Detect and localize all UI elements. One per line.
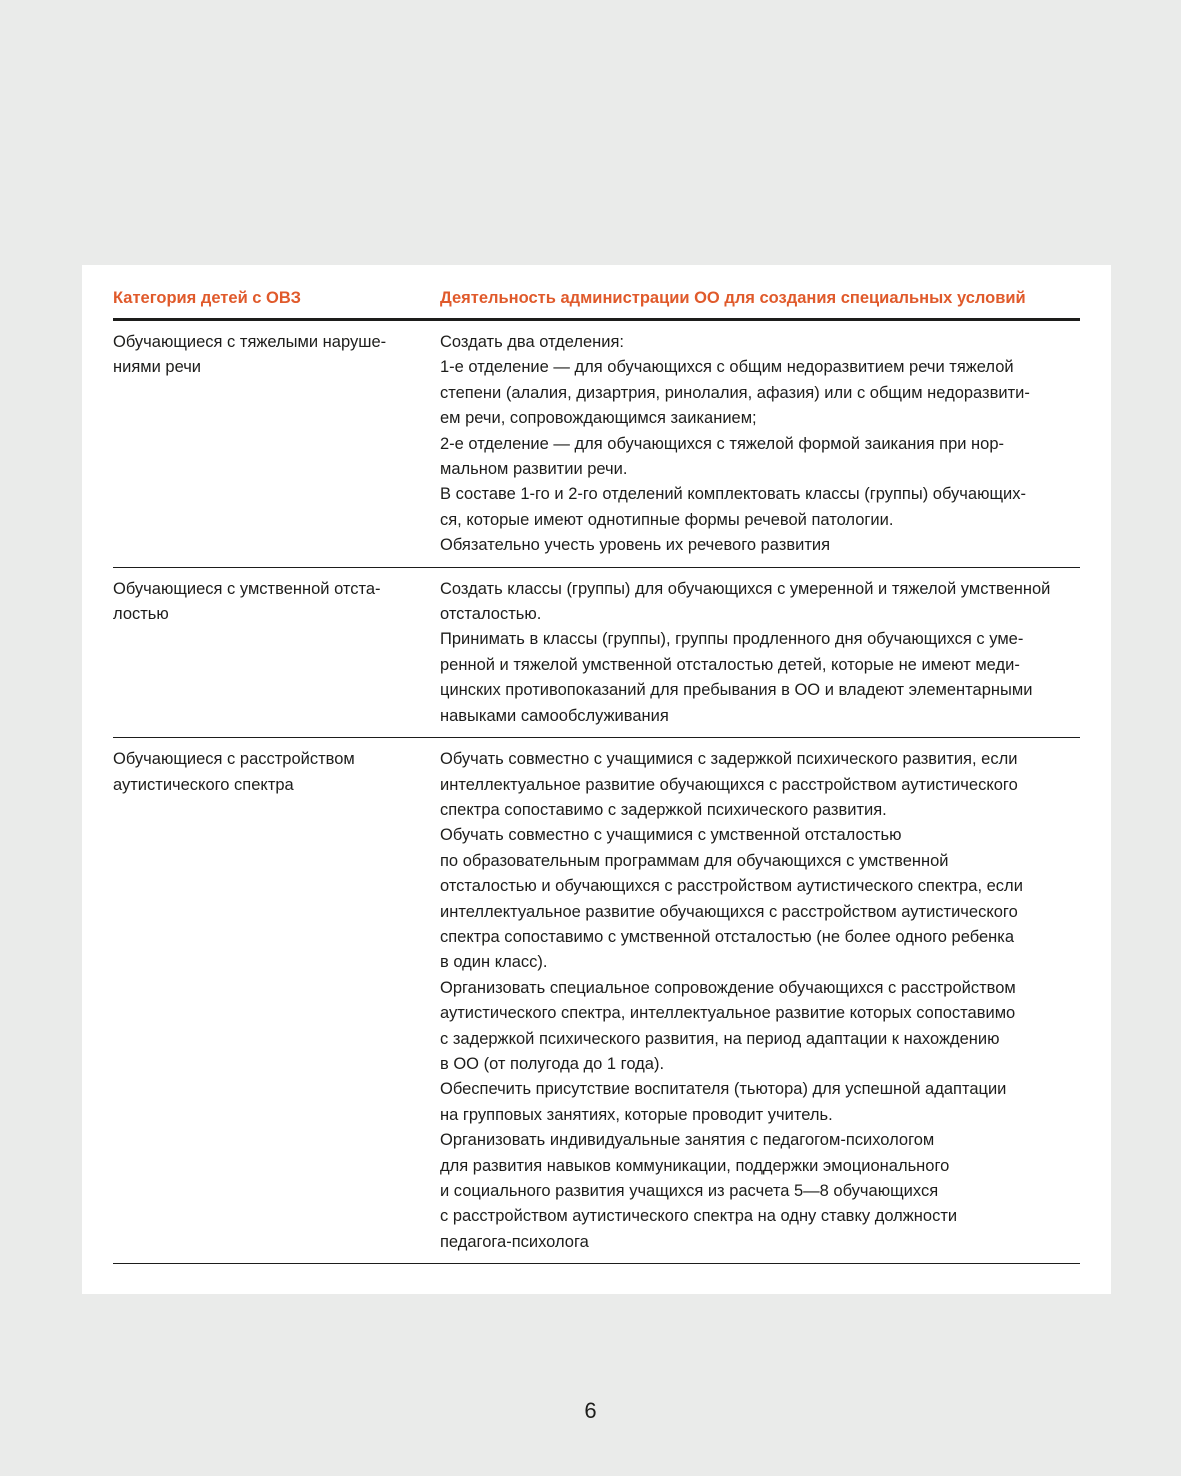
cell-line: ем речи, сопровождающимся заиканием; [440,409,757,428]
cell-line: интеллектуальное развитие обучающихся с расстройством аутистического [440,902,1018,921]
category-cell [113,577,440,729]
cell-line: аутистического спектра, интеллектуальное развитие которых сопоставимо [440,1004,1016,1023]
cell-line: Обучающиеся с тяжелыми наруше- [113,333,387,351]
cell-line: Обязательно учесть уровень их речевого развития [440,536,831,555]
cell-line: в один класс). [440,953,548,972]
cell-line: отсталостью. [440,605,542,624]
activity-cell [440,330,1080,559]
cell-line: с расстройством аутистического спектра на одну ставку должности [440,1207,958,1226]
cell-line: навыками самообслуживания [440,706,669,725]
cell-line: мальном развитии речи. [440,460,628,479]
cell-line: Обучать совместно с учащимися с умственной отсталостью [440,826,902,845]
cell-line: спектра сопоставимо с умственной отсталостью (не более одного ребенка [440,927,1015,946]
table-row [113,321,1080,568]
cell-line: Обучать совместно с учащимися с задержкой психического развития, если [440,750,1018,769]
cell-line: 1-е отделение — для обучающихся с общим недоразвитием речи тяжелой [440,358,1014,377]
cell-line: в ОО (от полугода до 1 года). [440,1054,665,1073]
cell-line: Принимать в классы (группы), группы продленного дня обучающихся с уме- [440,630,1024,649]
cell-line: цинских противопоказаний для пребывания в ОО и владеют элементарными [440,681,1033,700]
cell-line: для развития навыков коммуникации, поддержки эмоционального [440,1156,950,1175]
conditions-table [113,265,1080,1264]
cell-line: интеллектуальное развитие обучающихся с расстройством аутистического [440,775,1018,794]
table-row [113,738,1080,1264]
cell-line: педагога-психолога [440,1232,589,1251]
header-category: Категория детей с ОВЗ [113,289,301,307]
cell-line: Создать классы (группы) для обучающихся с умеренной и тяжелой умственной [440,579,1051,598]
page-number: 6 [584,1398,597,1423]
cell-line: ся, которые имеют однотипные формы речевой патологии. [440,510,894,529]
cell-line: Обучающиеся с расстройством [113,750,355,769]
cell-line: Обеспечить присутствие воспитателя (тьютора) для успешной адаптации [440,1080,1007,1099]
cell-line: Организовать специальное сопровождение обучающихся с расстройством [440,978,1016,997]
cell-line: по образовательным программам для обучающихся с умственной [440,851,949,870]
cell-line: 2-е отделение — для обучающихся с тяжелой формой заикания при нор- [440,434,1005,453]
document-page [82,265,1111,1294]
cell-line: ниями речи [113,358,202,377]
table-header [113,265,1080,321]
cell-line: на групповых занятиях, которые проводит учитель. [440,1105,833,1124]
activity-cell [440,577,1080,729]
cell-line: лостью [113,605,169,624]
header-activity: Деятельность администрации ОО для создания специальных условий [440,289,1026,307]
cell-line: Обучающиеся с умственной отста- [113,579,381,598]
category-cell [113,330,440,559]
cell-line: Организовать индивидуальные занятия с педагогом-психологом [440,1131,935,1150]
cell-line: Создать два отделения: [440,333,624,351]
cell-line: спектра сопоставимо с задержкой психического развития. [440,800,887,819]
cell-line: В составе 1-го и 2-го отделений комплектовать классы (группы) обучающих- [440,485,1026,504]
category-cell [113,747,440,1255]
cell-line: и социального развития учащихся из расчета 5—8 обучающихся [440,1182,939,1200]
table-row [113,568,1080,738]
cell-line: с задержкой психического развития, на период адаптации к нахождению [440,1029,1000,1048]
activity-cell [440,747,1080,1255]
cell-line: степени (алалия, дизартрия, ринолалия, афазия) или с общим недоразвити- [440,383,1030,402]
cell-line: ренной и тяжелой умственной отсталостью детей, которые не имеют меди- [440,655,1020,674]
cell-line: аутистического спектра [113,775,294,794]
cell-line: отсталостью и обучающихся с расстройством аутистического спектра, если [440,877,1023,896]
